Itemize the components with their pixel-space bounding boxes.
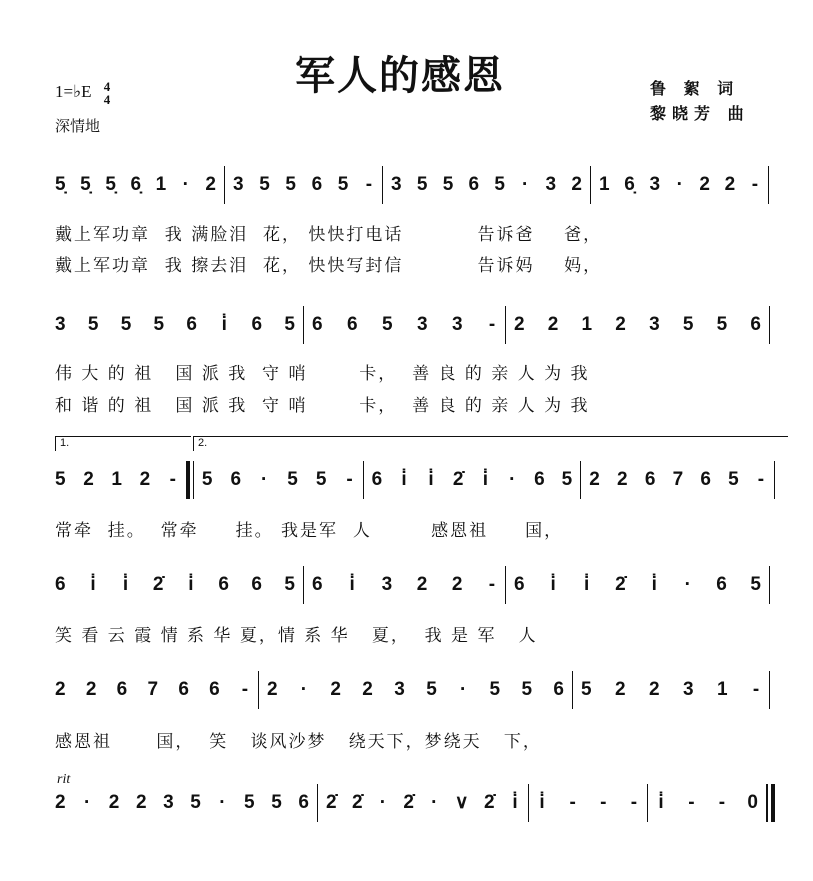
- note: 6: [716, 573, 727, 595]
- double-barline: [766, 784, 775, 822]
- note: 2: [514, 313, 525, 335]
- note: 7: [147, 678, 159, 700]
- note: 6: [514, 573, 525, 595]
- note: 6: [312, 573, 323, 595]
- note: 3: [381, 573, 393, 595]
- note: i̇: [550, 573, 556, 595]
- note: 5: [426, 678, 437, 700]
- note: i̇: [221, 313, 227, 335]
- note: 2: [85, 678, 97, 700]
- note: 6: [251, 573, 262, 595]
- volta-second-ending: 2.: [193, 436, 788, 451]
- note: 5: [190, 791, 201, 813]
- staff-row: [55, 170, 775, 200]
- note: -: [241, 678, 249, 700]
- note: 6: [116, 678, 128, 700]
- measure: [194, 465, 363, 495]
- note: 5: [153, 313, 165, 335]
- note: i̇: [428, 468, 434, 490]
- note: 2: [724, 173, 736, 195]
- note: ∨: [454, 792, 469, 813]
- measure: [648, 788, 766, 818]
- note: -: [346, 468, 353, 490]
- note: 6: [534, 468, 545, 490]
- note: 3: [394, 678, 405, 700]
- lyric-line: 戴上军功章 我 擦去泪 花， 快快写封信 告诉妈 妈，: [55, 256, 603, 276]
- measure: [383, 170, 590, 200]
- note: 2: [139, 468, 151, 490]
- note: ·: [300, 678, 308, 700]
- note: 6: [178, 678, 189, 700]
- note: 3: [391, 173, 402, 195]
- note: 5: [494, 173, 505, 195]
- note: 2: [362, 678, 373, 700]
- note: i̇: [539, 791, 545, 813]
- measure: [591, 170, 768, 200]
- single-barline: [769, 306, 770, 344]
- note: 5: [287, 468, 298, 490]
- note: 1: [717, 678, 728, 700]
- note: 5̣: [80, 173, 91, 195]
- note: 6: [644, 468, 656, 490]
- note: 6: [371, 468, 383, 490]
- note: 2̇: [615, 573, 626, 595]
- note: 6̣: [624, 173, 635, 195]
- lyric-line: 笑 看 云 霞 情 系 华 夏，情 系 华 夏， 我 是 军 人: [55, 626, 538, 646]
- single-barline: [768, 166, 769, 204]
- note: 6: [311, 173, 323, 195]
- note: 2: [83, 468, 94, 490]
- note: 5: [416, 173, 428, 195]
- note: 2: [55, 791, 66, 813]
- note: 5: [259, 173, 270, 195]
- measure: [55, 310, 303, 340]
- note: ·: [459, 678, 467, 700]
- note: 2: [330, 678, 341, 700]
- lyric-line: 常牵 挂。 常牵 挂。 我是军 人 感恩祖 国，: [55, 521, 564, 541]
- note: -: [488, 313, 496, 335]
- note: 5: [728, 468, 739, 490]
- note: 6: [55, 573, 66, 595]
- ritardando-mark: rit: [57, 772, 71, 787]
- repeat-barline: [186, 461, 194, 499]
- note: 5: [87, 313, 99, 335]
- note: -: [569, 791, 576, 813]
- note: -: [757, 468, 765, 490]
- note: 6: [468, 173, 480, 195]
- measure: [55, 570, 303, 600]
- note: 2: [451, 573, 463, 595]
- note: 2: [416, 573, 428, 595]
- note: -: [365, 173, 373, 195]
- note: 5: [55, 468, 66, 490]
- note: 6: [230, 468, 242, 490]
- note: 3: [233, 173, 244, 195]
- note: 6: [553, 678, 564, 700]
- lyric-line: 戴上军功章 我 满脸泪 花， 快快打电话 告诉爸 爸，: [55, 225, 603, 245]
- note: 5: [201, 468, 213, 490]
- note: 5: [120, 313, 132, 335]
- single-barline: [769, 566, 770, 604]
- note: 5: [521, 678, 533, 700]
- measure: [259, 675, 572, 705]
- note: 5: [682, 313, 694, 335]
- note: 5: [442, 173, 454, 195]
- note: 1: [155, 173, 167, 195]
- note: 5: [285, 173, 296, 195]
- note: -: [688, 791, 695, 813]
- note: ·: [379, 791, 387, 813]
- measure: [55, 788, 317, 818]
- note: 7: [672, 468, 684, 490]
- note: 6: [700, 468, 711, 490]
- note: 2: [617, 468, 628, 490]
- note: 5: [337, 173, 349, 195]
- note: i̇: [349, 573, 355, 595]
- note: 5: [561, 468, 573, 490]
- note: 3: [649, 173, 661, 195]
- note: ·: [219, 791, 226, 813]
- note: 2̇: [152, 573, 164, 595]
- note: i̇: [583, 573, 590, 595]
- note: 3: [683, 678, 694, 700]
- staff-row: [55, 675, 775, 705]
- note: i̇: [401, 468, 407, 490]
- meter-top: 4: [103, 79, 111, 94]
- note: -: [751, 173, 759, 195]
- single-barline: [774, 461, 775, 499]
- note: ·: [182, 173, 189, 195]
- note: 5̣: [105, 173, 116, 195]
- note: i̇: [90, 573, 96, 595]
- note: 5: [284, 573, 295, 595]
- note: ·: [84, 791, 91, 813]
- note: -: [600, 791, 607, 813]
- measure: [364, 465, 581, 495]
- note: 2: [55, 678, 66, 700]
- note: 2: [699, 173, 710, 195]
- note: 2̇: [484, 791, 495, 813]
- note: 6: [347, 313, 358, 335]
- note: 1: [581, 313, 593, 335]
- note: 2: [571, 173, 582, 195]
- note: 5̣: [55, 173, 66, 195]
- note: 6: [251, 313, 263, 335]
- lyricist-credit: 鲁 絮 词: [650, 79, 740, 98]
- staff-row: [55, 465, 775, 495]
- note: 6: [750, 313, 761, 335]
- composer-credit: 黎晓芳 曲: [650, 104, 750, 123]
- note: 3: [452, 313, 463, 335]
- note: -: [630, 791, 638, 813]
- note: 6: [186, 313, 197, 335]
- note: 3: [545, 173, 557, 195]
- note: 5: [750, 573, 761, 595]
- note: 2̇: [452, 468, 464, 490]
- tempo-mark: 深情地: [55, 117, 101, 135]
- measure: [581, 465, 774, 495]
- note: 3: [55, 313, 66, 335]
- note: 6: [218, 573, 229, 595]
- note: -: [718, 791, 726, 813]
- note: i̇: [122, 573, 129, 595]
- note: 5: [581, 678, 592, 700]
- note: ·: [684, 573, 691, 595]
- note: i̇: [188, 573, 194, 595]
- note: 2: [615, 678, 626, 700]
- lyric-line: 和 谐 的 祖 国 派 我 守 哨 卡， 善 良 的 亲 人 为 我: [55, 396, 590, 416]
- note: 2: [205, 173, 216, 195]
- note: 1: [111, 468, 122, 490]
- note: 6: [209, 678, 220, 700]
- note: 2: [547, 313, 559, 335]
- measure: [529, 788, 647, 818]
- staff-row: [55, 570, 775, 600]
- note: 3: [417, 313, 428, 335]
- note: ·: [260, 468, 268, 490]
- note: 3: [163, 791, 174, 813]
- staff-row: [55, 788, 775, 818]
- note: 5: [284, 313, 295, 335]
- note: 2̇: [326, 791, 337, 813]
- note: 5: [315, 468, 327, 490]
- note: ·: [522, 173, 529, 195]
- staff-row: [55, 310, 775, 340]
- note: i̇: [482, 468, 488, 490]
- note: -: [169, 468, 176, 490]
- note: 2̇: [351, 791, 363, 813]
- note: ·: [676, 173, 683, 195]
- note: ·: [431, 791, 438, 813]
- measure: [506, 570, 769, 600]
- note: 6: [298, 791, 309, 813]
- note: i̇: [658, 791, 664, 813]
- note: 2: [649, 678, 660, 700]
- note: 6̣: [130, 173, 142, 195]
- measure: [304, 310, 505, 340]
- lyric-line: 感恩祖 国， 笑 谈风沙梦 绕天下，梦绕天 下，: [55, 732, 542, 752]
- single-barline: [769, 671, 770, 709]
- note: 2: [135, 791, 147, 813]
- measure: [55, 465, 186, 495]
- note: 5: [271, 791, 282, 813]
- measure: [304, 570, 505, 600]
- song-title: 军人的感恩: [295, 53, 505, 99]
- measure: [55, 170, 224, 200]
- note: 2: [267, 678, 278, 700]
- volta-first-ending: 1.: [55, 436, 191, 451]
- note: 6: [312, 313, 323, 335]
- note: -: [488, 573, 496, 595]
- note: -: [752, 678, 760, 700]
- note: 2: [108, 791, 120, 813]
- key-signature: [55, 80, 110, 106]
- note: i̇: [651, 573, 657, 595]
- note: ·: [509, 468, 516, 490]
- note: 2: [589, 468, 600, 490]
- key-label: 1=♭E: [55, 81, 92, 101]
- time-signature: [104, 80, 111, 106]
- note: 1: [599, 173, 610, 195]
- note: 3: [649, 313, 660, 335]
- note: 0: [747, 791, 758, 813]
- note: 5: [244, 791, 255, 813]
- lyric-line: 伟 大 的 祖 国 派 我 守 哨 卡， 善 良 的 亲 人 为 我: [55, 364, 590, 384]
- note: 2̇: [403, 791, 414, 813]
- measure: [573, 675, 769, 705]
- measure: [225, 170, 382, 200]
- note: 5: [489, 678, 501, 700]
- note: i̇: [512, 791, 518, 813]
- note: 5: [382, 313, 393, 335]
- note: 2: [615, 313, 626, 335]
- meter-bottom: 4: [103, 92, 111, 107]
- measure: [506, 310, 769, 340]
- note: 5: [716, 313, 728, 335]
- measure: [318, 788, 528, 818]
- measure: [55, 675, 258, 705]
